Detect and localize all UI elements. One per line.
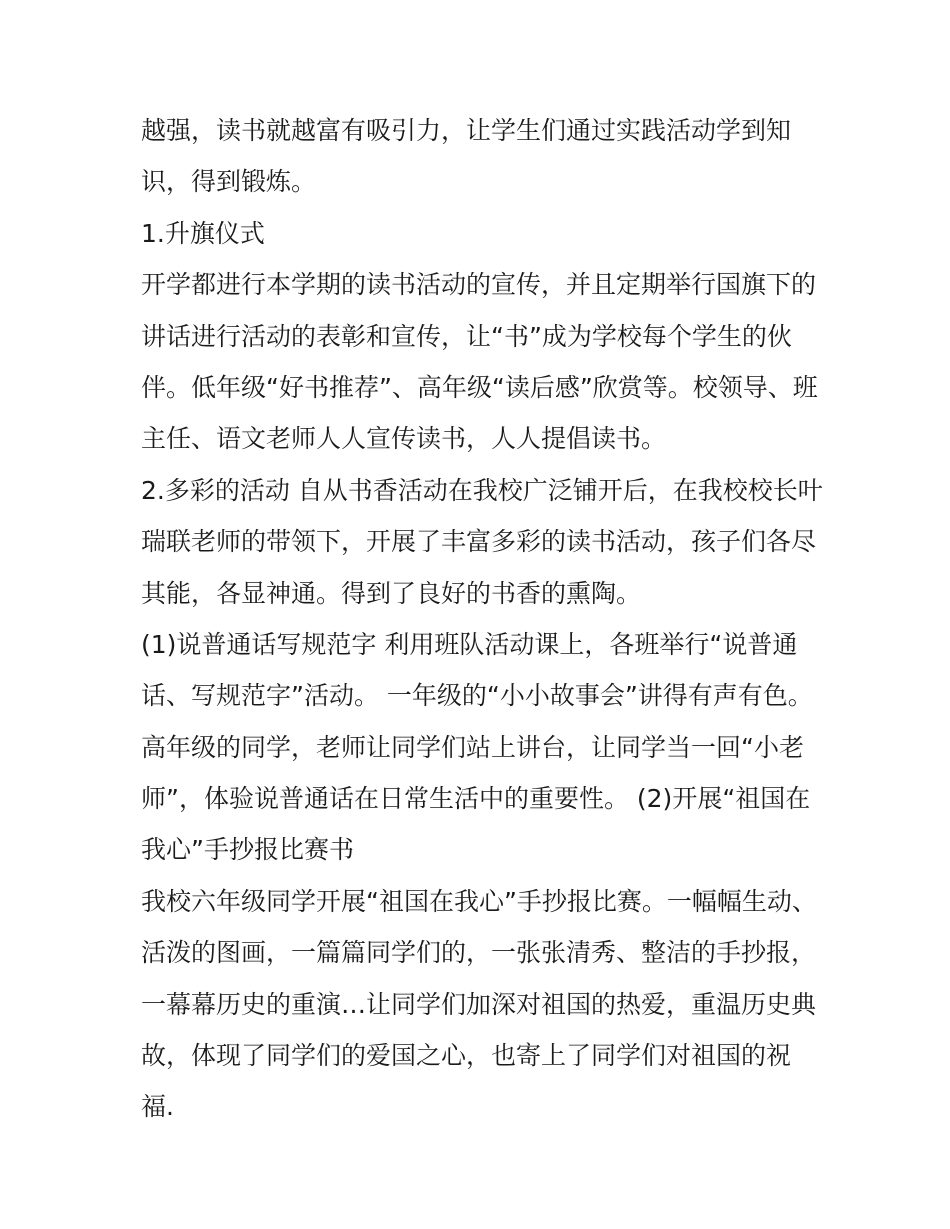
document-body — [141, 105, 821, 1133]
text-line: 师”，体验说普通话在日常生活中的重要性。 (2)开展“祖国在 — [141, 784, 811, 814]
text-line: 福. — [141, 1092, 174, 1122]
text-line: 瑞联老师的带领下，开展了丰富多彩的读书活动，孩子们各尽 — [141, 527, 817, 557]
text-line: 伴。低年级“好书推荐”、高年级“读后感”欣赏等。校领导、班 — [141, 372, 818, 402]
text-line: 活泼的图画，一篇篇同学们的，一张张清秀、整洁的手抄报， — [141, 938, 817, 968]
text-line: 故，体现了同学们的爱国之心，也寄上了同学们对祖国的祝 — [141, 1041, 792, 1071]
text-line: 话、写规范字”活动。 一年级的“小小故事会”讲得有声有色。 — [141, 681, 813, 711]
text-line: 开学都进行本学期的读书活动的宣传，并且定期举行国旗下的 — [141, 270, 817, 300]
section-heading: 1.升旗仪式 — [141, 218, 265, 248]
text-line: 越强，读书就越富有吸引力，让学生们通过实践活动学到知 — [141, 116, 792, 145]
text-line: (1)说普通话写规范字 利用班队活动课上，各班举行“说普通 — [141, 629, 798, 659]
text-line: 高年级的同学，老师让同学们站上讲台，让同学当一回“小老 — [141, 732, 804, 762]
text-line: 一幕幕历史的重演…让同学们加深对祖国的热爱，重温历史典 — [141, 989, 817, 1019]
text-line: 我校六年级同学开展“祖国在我心”手抄报比赛。一幅幅生动、 — [141, 886, 817, 916]
text-line: 其能，各显神通。得到了良好的书香的熏陶。 — [141, 578, 642, 608]
text-line: 主任、语文老师人人宣传读书，人人提倡读书。 — [141, 424, 667, 454]
text-line: 讲话进行活动的表彰和宣传，让“书”成为学校每个学生的伙 — [141, 321, 792, 351]
text-line: 2.多彩的活动 自从书香活动在我校广泛铺开后，在我校校长叶 — [141, 475, 823, 505]
text-line: 识，得到锻炼。 — [141, 167, 317, 197]
text-line: 我心”手抄报比赛书 — [141, 835, 354, 865]
